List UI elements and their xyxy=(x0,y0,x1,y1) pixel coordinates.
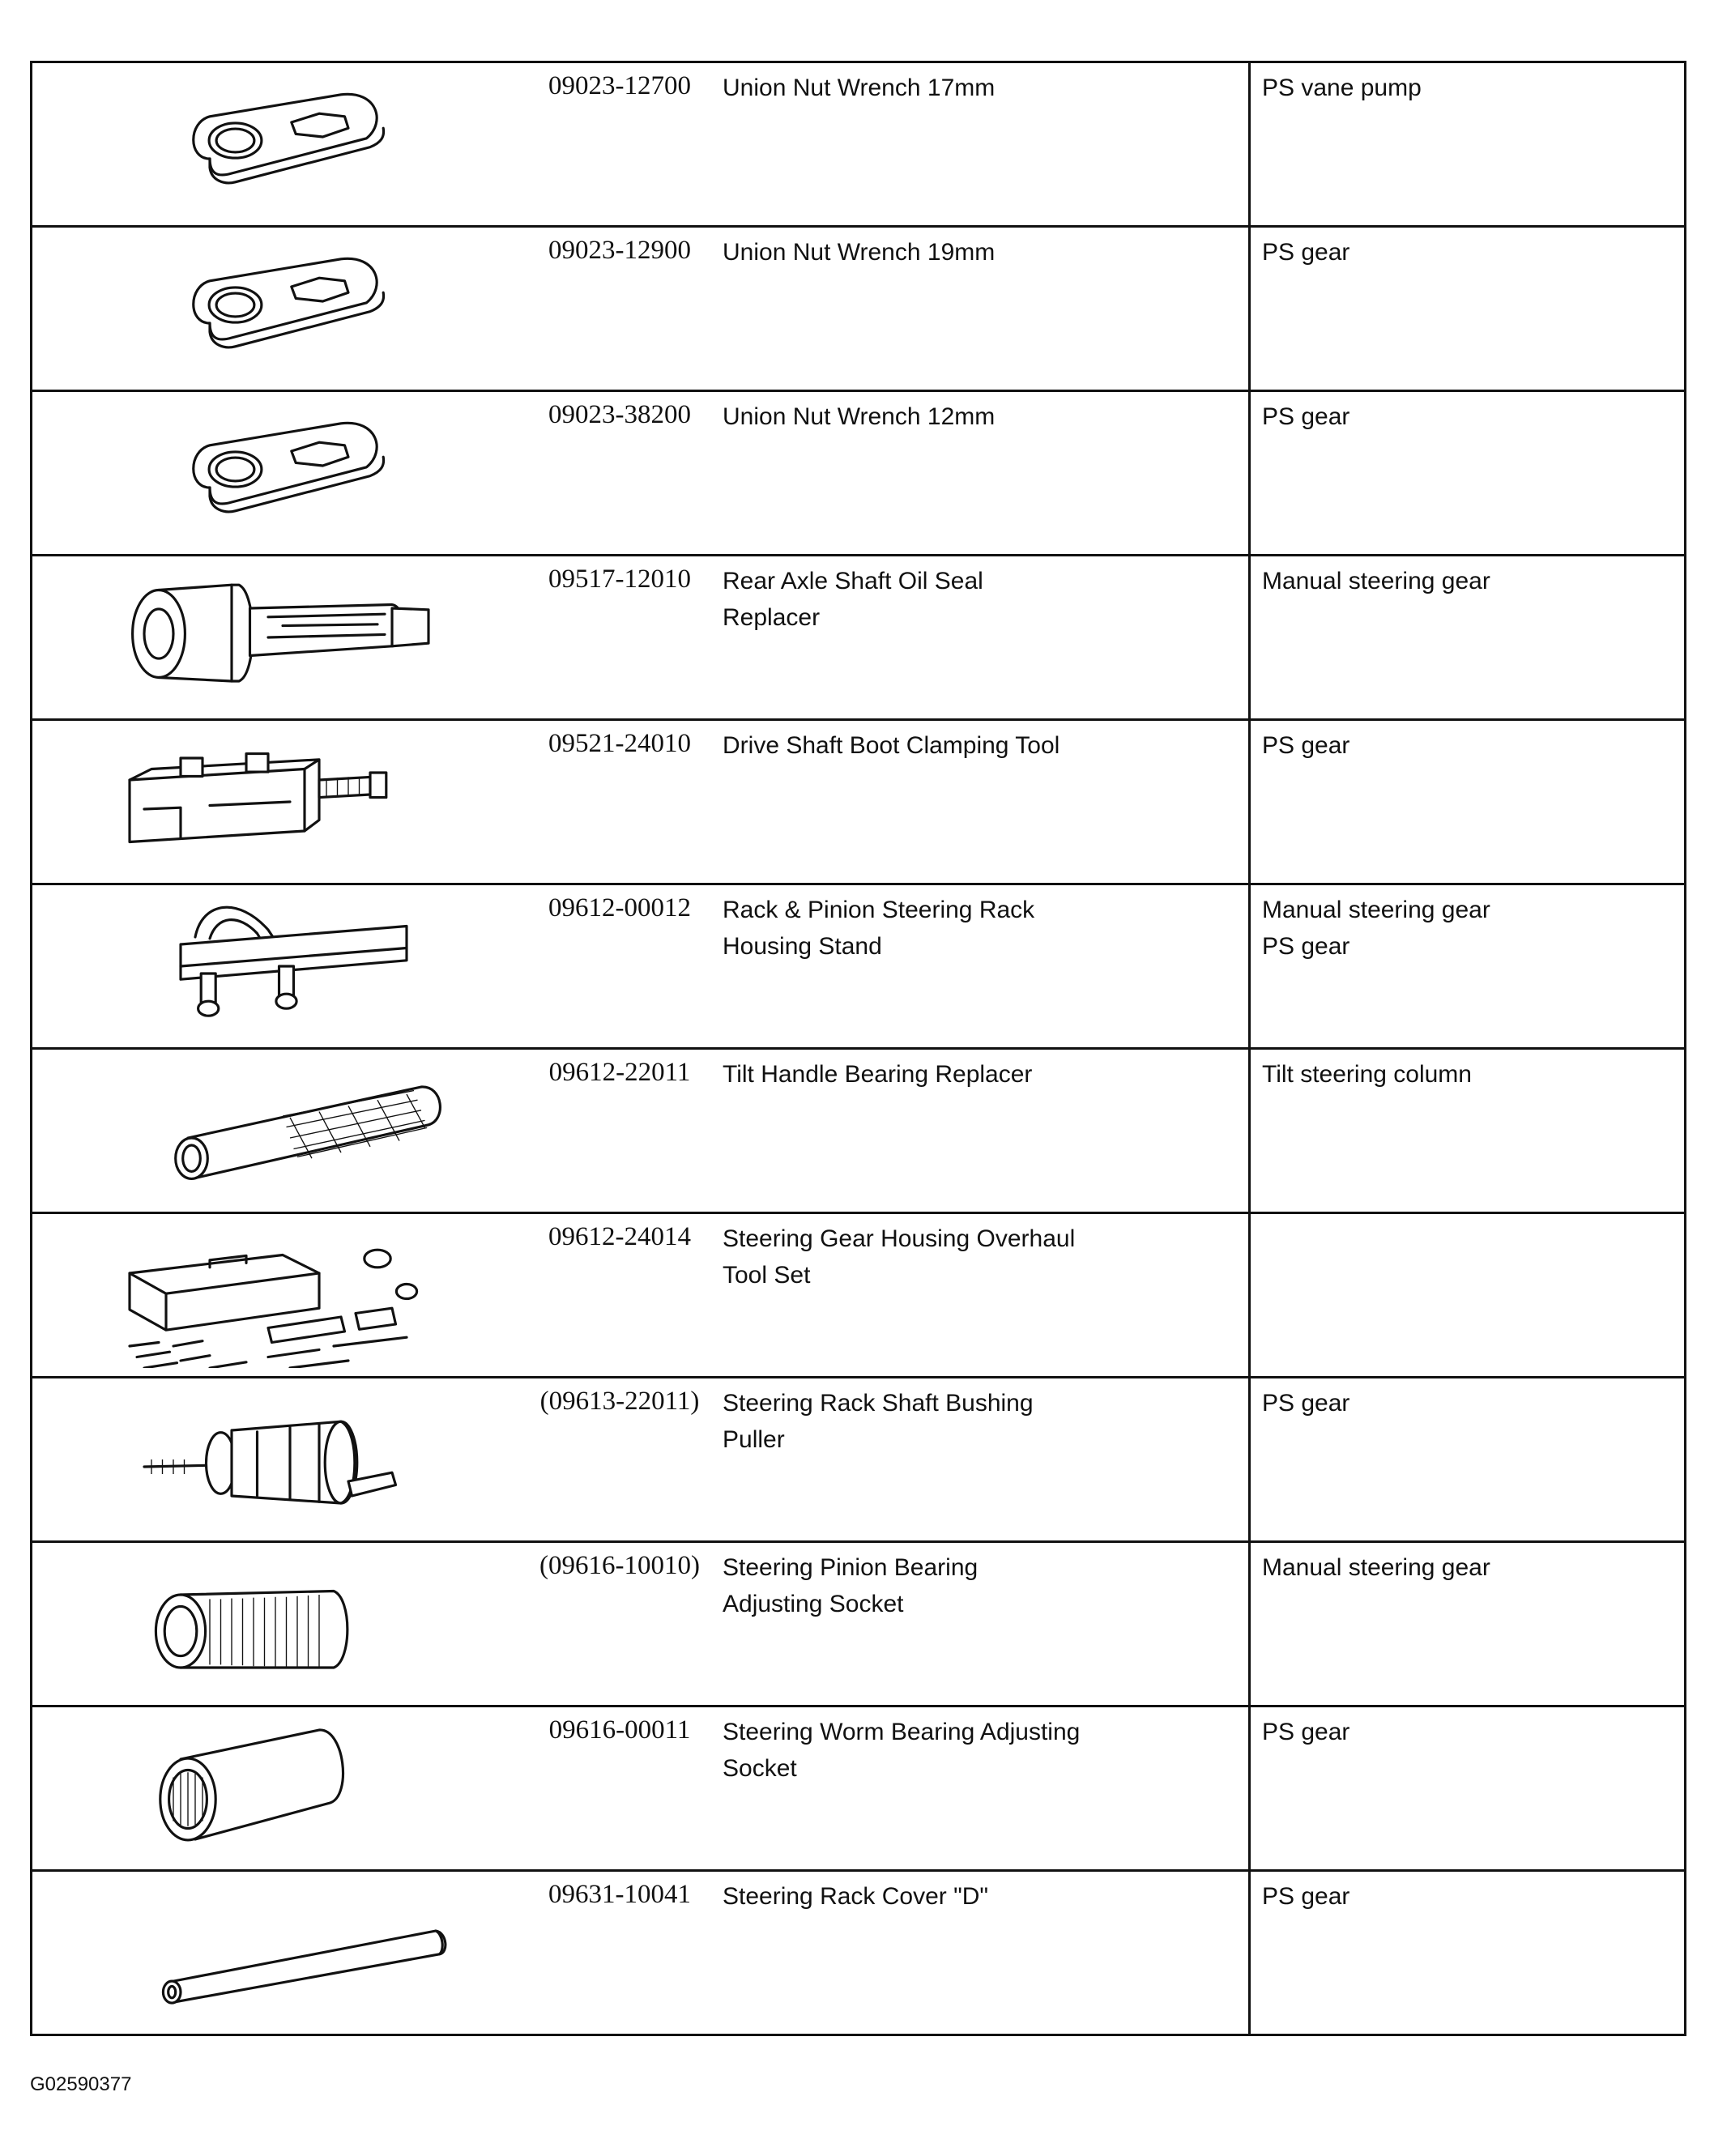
tool-name-line: Steering Pinion Bearing xyxy=(723,1554,979,1581)
tool-cell xyxy=(32,720,1250,884)
usage-cell xyxy=(1250,1706,1686,1871)
tool-name xyxy=(723,234,1176,271)
part-number: 09612-22011 xyxy=(548,1058,691,1087)
tool-name-line: Rear Axle Shaft Oil Seal xyxy=(723,568,983,594)
boot-clamping-tool-icon xyxy=(81,729,470,875)
tool-name xyxy=(723,1221,1176,1293)
tool-cell xyxy=(32,1213,1250,1378)
tool-cell xyxy=(32,62,1250,227)
tool-cell xyxy=(32,1871,1250,2035)
tool-cell xyxy=(32,1049,1250,1213)
usage-line: PS vane pump xyxy=(1262,75,1422,101)
tool-name xyxy=(723,727,1176,764)
usage-cell xyxy=(1250,884,1686,1049)
part-number: 09023-12900 xyxy=(548,236,691,265)
tool-cell xyxy=(32,227,1250,391)
tool-name xyxy=(723,70,1176,106)
usage-line: PS gear xyxy=(1262,1719,1350,1745)
usage-cell xyxy=(1250,1049,1686,1213)
tool-name-line: Drive Shaft Boot Clamping Tool xyxy=(723,732,1060,759)
special-service-tools-table xyxy=(30,61,1686,2036)
usage-line: PS gear xyxy=(1262,933,1350,960)
usage-cell xyxy=(1250,556,1686,720)
tool-name-line: Rack & Pinion Steering Rack xyxy=(723,897,1035,923)
tool-name-line: Replacer xyxy=(723,604,821,631)
tool-name-line: Socket xyxy=(723,1755,797,1782)
tool-row xyxy=(32,1706,1686,1871)
part-number: 09612-00012 xyxy=(548,893,691,922)
part-number: 09023-38200 xyxy=(548,400,691,429)
usage-line: PS gear xyxy=(1262,1883,1350,1910)
tool-row xyxy=(32,227,1686,391)
usage-cell xyxy=(1250,1542,1686,1706)
housing-stand-icon xyxy=(81,893,470,1039)
tool-name xyxy=(723,563,1176,636)
tool-name xyxy=(723,1056,1176,1093)
tool-row xyxy=(32,1871,1686,2035)
usage-line: Tilt steering column xyxy=(1262,1061,1472,1088)
oil-seal-replacer-icon xyxy=(81,565,470,710)
part-number: 09612-24014 xyxy=(548,1222,691,1251)
tool-row xyxy=(32,884,1686,1049)
union-nut-wrench-icon xyxy=(81,71,470,217)
tool-cell xyxy=(32,391,1250,556)
tool-name-line: Tool Set xyxy=(723,1262,811,1289)
part-number: 09023-12700 xyxy=(548,71,691,100)
tool-name-line: Steering Worm Bearing Adjusting xyxy=(723,1719,1081,1745)
tool-row xyxy=(32,1049,1686,1213)
tool-name-line: Union Nut Wrench 19mm xyxy=(723,239,996,266)
tool-name-line: Housing Stand xyxy=(723,933,882,960)
tool-name xyxy=(723,1549,1176,1622)
part-number: 09631-10041 xyxy=(548,1880,691,1909)
tool-name-line: Steering Rack Cover "D" xyxy=(723,1883,989,1910)
tool-name xyxy=(723,1878,1176,1915)
usage-cell xyxy=(1250,720,1686,884)
usage-cell xyxy=(1250,62,1686,227)
usage-cell xyxy=(1250,1871,1686,2035)
bushing-puller-icon xyxy=(81,1387,470,1532)
part-number: (09616-10010) xyxy=(539,1551,700,1580)
tool-row xyxy=(32,1542,1686,1706)
usage-line: PS gear xyxy=(1262,239,1350,266)
tool-row xyxy=(32,62,1686,227)
tool-cell xyxy=(32,1706,1250,1871)
tool-name xyxy=(723,1714,1176,1787)
overhaul-tool-set-icon xyxy=(81,1222,470,1368)
tool-cell xyxy=(32,1378,1250,1542)
tool-name xyxy=(723,398,1176,435)
part-number: 09521-24010 xyxy=(548,729,691,758)
tool-row xyxy=(32,556,1686,720)
bearing-replacer-icon xyxy=(81,1058,470,1204)
usage-line: PS gear xyxy=(1262,403,1350,430)
part-number: 09517-12010 xyxy=(548,565,691,594)
usage-cell xyxy=(1250,1378,1686,1542)
tool-name-line: Tilt Handle Bearing Replacer xyxy=(723,1061,1033,1088)
part-number: 09616-00011 xyxy=(548,1715,691,1745)
tool-name xyxy=(723,892,1176,965)
worm-socket-icon xyxy=(81,1715,470,1861)
union-nut-wrench-icon xyxy=(81,236,470,381)
union-nut-wrench-icon xyxy=(81,400,470,546)
figure-code: G02590377 xyxy=(30,2073,132,2095)
tool-name-line: Union Nut Wrench 12mm xyxy=(723,403,996,430)
pinion-socket-icon xyxy=(81,1551,470,1697)
usage-line: PS gear xyxy=(1262,1390,1350,1417)
usage-cell xyxy=(1250,391,1686,556)
usage-line: Manual steering gear xyxy=(1262,897,1490,923)
usage-line: Manual steering gear xyxy=(1262,1554,1490,1581)
tool-row xyxy=(32,720,1686,884)
tool-cell xyxy=(32,556,1250,720)
usage-line: Manual steering gear xyxy=(1262,568,1490,594)
tool-row xyxy=(32,391,1686,556)
tool-name-line: Steering Rack Shaft Bushing xyxy=(723,1390,1034,1417)
usage-line: PS gear xyxy=(1262,732,1350,759)
rack-cover-icon xyxy=(81,1880,470,2026)
part-number: (09613-22011) xyxy=(539,1387,700,1416)
tool-cell xyxy=(32,884,1250,1049)
tool-name-line: Puller xyxy=(723,1426,785,1453)
tool-name-line: Union Nut Wrench 17mm xyxy=(723,75,996,101)
tool-cell xyxy=(32,1542,1250,1706)
tool-name-line: Steering Gear Housing Overhaul xyxy=(723,1225,1076,1252)
tool-row xyxy=(32,1213,1686,1378)
usage-cell xyxy=(1250,227,1686,391)
usage-cell xyxy=(1250,1213,1686,1378)
tool-name-line: Adjusting Socket xyxy=(723,1591,904,1617)
tool-row xyxy=(32,1378,1686,1542)
tool-name xyxy=(723,1385,1176,1458)
